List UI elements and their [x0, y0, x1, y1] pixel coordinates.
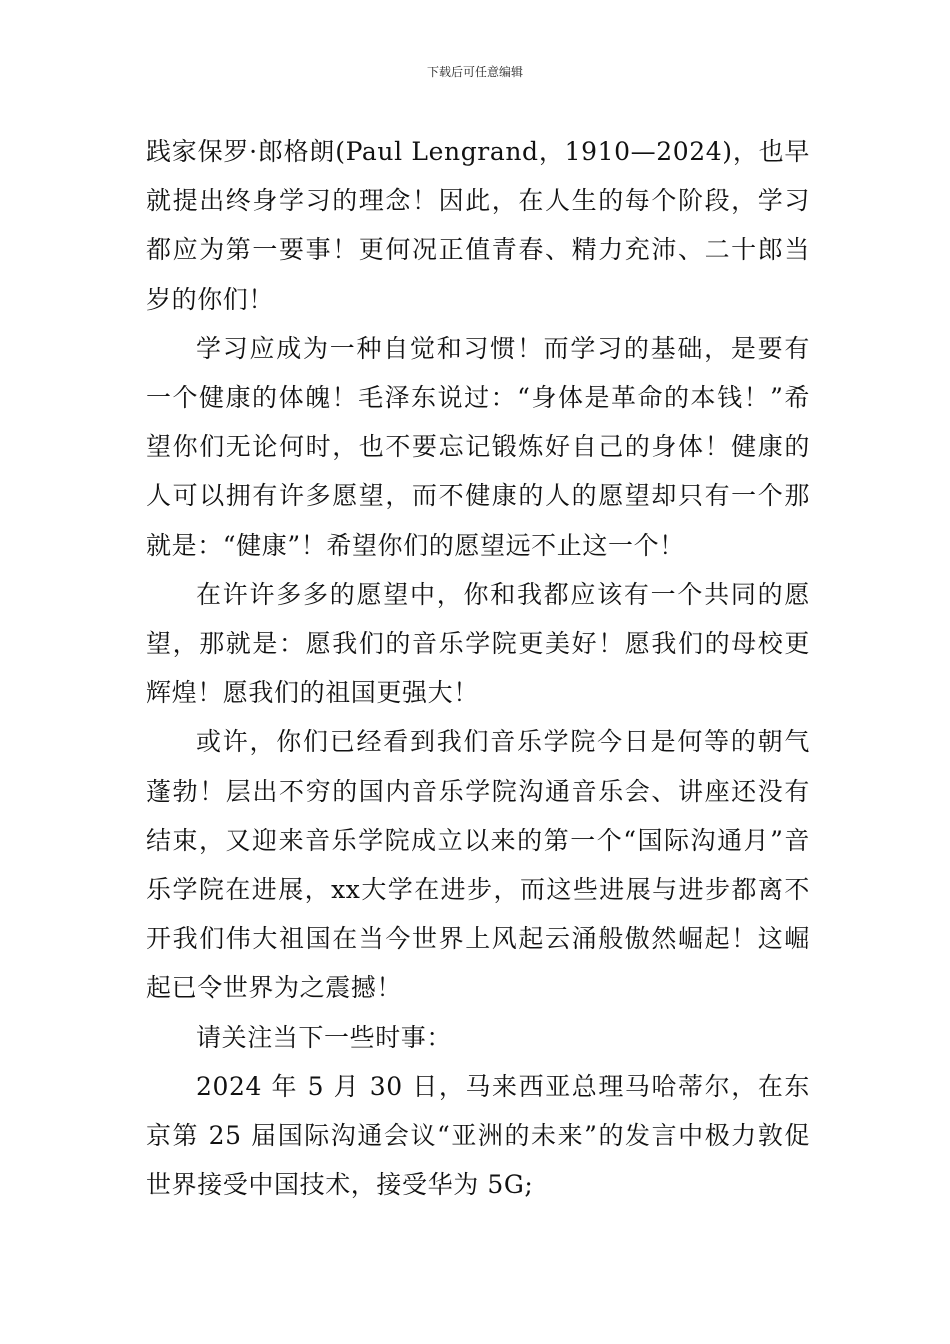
paragraph-2: 学习应成为一种自觉和习惯！而学习的基础，是要有一个健康的体魄！毛泽东说过：“身体是革命的本钱！”希望你们无论何时，也不要忘记锻炼好自己的身体！健康的人可以拥有许多愿望，而不健康的人的愿望却只有一个那就是：“健康”！希望你们的愿望远不止这一个！ [146, 333, 810, 560]
paragraph-3: 在许许多多的愿望中，你和我都应该有一个共同的愿望，那就是：愿我们的音乐学院更美好！愿我们的母校更辉煌！愿我们的祖国更强大！ [146, 579, 810, 708]
paragraph-6: 2024 年 5 月 30 日，马来西亚总理马哈蒂尔，在东京第 25 届国际沟通会议“亚洲的未来”的发言中极力敦促世界接受中国技术，接受华为 5G; [146, 1071, 810, 1200]
paragraph-1: 践家保罗·郎格朗(Paul Lengrand，1910—2024)，也早就提出终身学习的理念！因此，在人生的每个阶段，学习都应为第一要事！更何况正值青春、精力充沛、二十郎当岁的你们！ [146, 137, 810, 314]
paragraph-4: 或许，你们已经看到我们音乐学院今日是何等的朝气蓬勃！层出不穷的国内音乐学院沟通音乐会、讲座还没有结束，又迎来音乐学院成立以来的第一个“国际沟通月”音乐学院在进展，xx大学在进步，而这些进展与进步都离不开我们伟大祖国在当今世界上风起云涌般傲然崛起！这崛起已令世界为之震撼！ [146, 727, 810, 1003]
page-header: 下载后可任意编辑 [426, 65, 523, 79]
paragraph-5: 请关注当下一些时事： [196, 1022, 453, 1052]
document-body [146, 127, 810, 1209]
